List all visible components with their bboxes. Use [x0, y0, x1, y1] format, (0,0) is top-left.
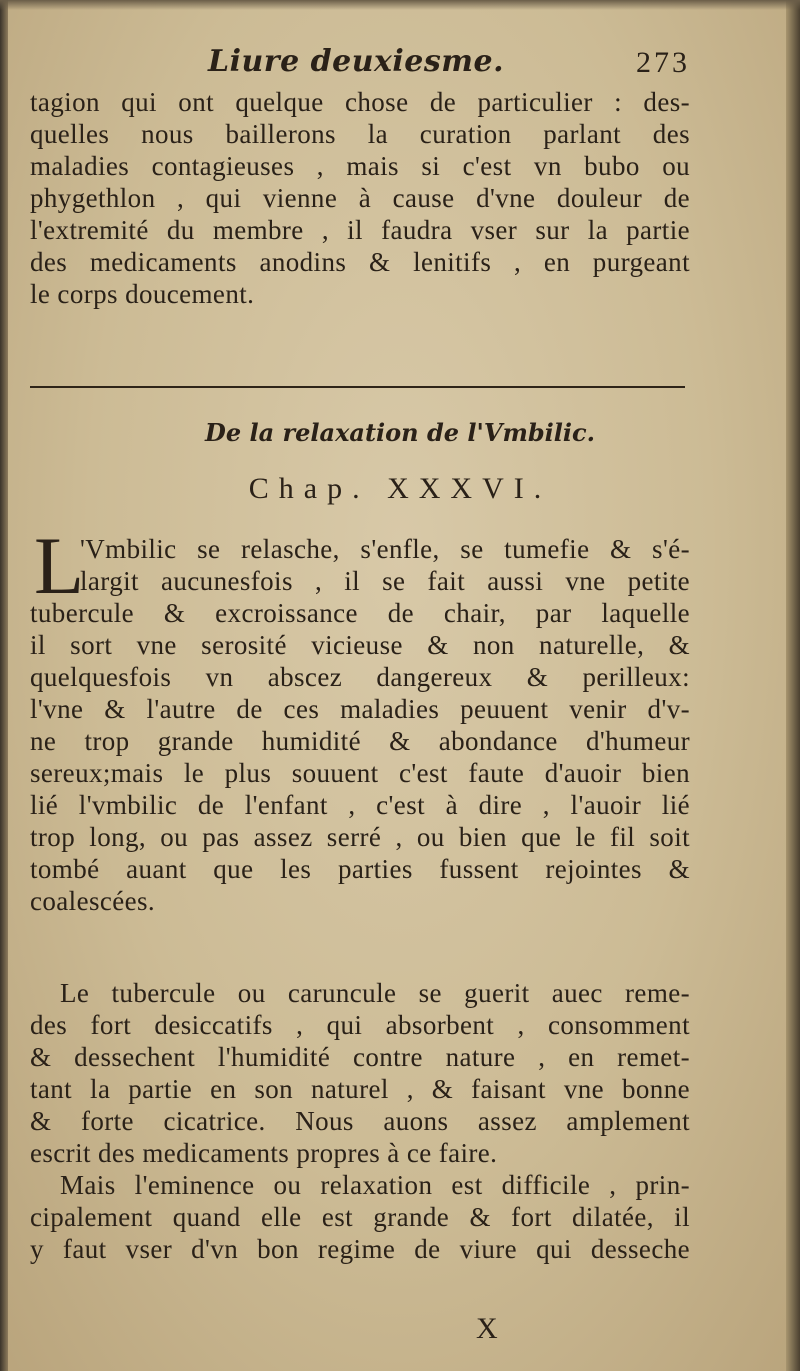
text-line: des medicaments anodins & lenitifs , en purgeant	[30, 247, 690, 277]
text-line: le corps doucement.	[30, 279, 255, 309]
page-number: 273	[636, 46, 690, 79]
text-line: il sort vne serosité vicieuse & non naturelle, &	[30, 630, 690, 660]
text-line: l'vne & l'autre de ces maladies peuuent venir d'v-	[30, 694, 690, 724]
text-line: tubercule & excroissance de chair, par laquelle	[30, 598, 690, 628]
running-title: Liure deuxiesme.	[208, 44, 505, 79]
chapter-body-paragraph	[30, 533, 690, 917]
treatment-paragraph	[30, 977, 690, 1265]
page-edge-top	[0, 0, 800, 10]
section-divider-rule	[30, 386, 685, 388]
text-line: phygethlon , qui vienne à cause d'vne douleur de	[30, 183, 690, 213]
text-line: 'Vmbilic se relasche, s'enfle, se tumefie & s'é-	[80, 534, 690, 564]
running-head	[30, 44, 690, 88]
text-line: quelles nous baillerons la curation parlant des	[30, 119, 690, 149]
page-edge-right	[786, 0, 800, 1371]
text-line: lié l'vmbilic de l'enfant , c'est à dire , l'auoir lié	[30, 790, 690, 820]
text-line: escrit des medicaments propres à ce faire.	[30, 1138, 498, 1168]
text-line: Le tubercule ou caruncule se guerit auec reme-	[60, 978, 690, 1008]
text-line: tombé auant que les parties fussent rejointes &	[30, 854, 690, 884]
text-line: maladies contagieuses , mais si c'est vn bubo ou	[30, 151, 690, 181]
text-line: tant la partie en son naturel , & faisant vne bonne	[30, 1074, 690, 1104]
text-line: & forte cicatrice. Nous auons assez amplement	[30, 1106, 690, 1136]
text-line: cipalement quand elle est grande & fort dilatée, il	[30, 1202, 690, 1232]
page-edge-left	[0, 0, 8, 1371]
text-line: largit aucunesfois , il se fait aussi vne petite	[80, 566, 690, 596]
text-line: Mais l'eminence ou relaxation est difficile , prin-	[60, 1170, 690, 1200]
text-line: ne trop grande humidité & abondance d'humeur	[30, 726, 690, 756]
text-line: tagion qui ont quelque chose de particulier : des-	[30, 87, 690, 117]
text-line: coalescées.	[30, 886, 156, 916]
text-line: sereux;mais le plus souuent c'est faute d'auoir bien	[30, 758, 690, 788]
chapter-number: Chap. XXXVI.	[248, 472, 552, 505]
text-line: l'extremité du membre , il faudra vser sur la partie	[30, 215, 690, 245]
paragraph-continuation	[30, 86, 690, 310]
text-line: des fort desiccatifs , qui absorbent , consomment	[30, 1010, 690, 1040]
text-line: y faut vser d'vn bon regime de viure qui desseche	[30, 1234, 690, 1264]
text-line: trop long, ou pas assez serré , ou bien que le fil soit	[30, 822, 690, 852]
drop-cap: L	[34, 520, 85, 611]
text-line: quelquesfois vn abscez dangereux & perilleux:	[30, 662, 690, 692]
chapter-title: De la relaxation de l'Vmbilic.	[205, 418, 595, 447]
signature-mark: X	[476, 1312, 498, 1345]
text-line: & dessechent l'humidité contre nature , en remet-	[30, 1042, 690, 1072]
